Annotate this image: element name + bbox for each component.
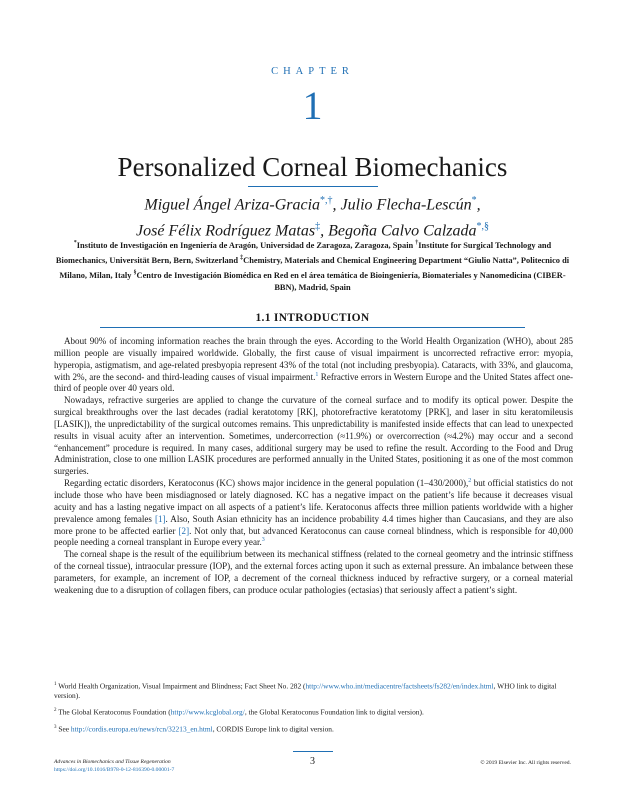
paragraph-text: Refractive errors in Western Europe and the United States affect one-third of people over 40 years old. (54, 371, 574, 394)
footnote (54, 706, 573, 717)
paragraph-text: . Not only that, but advanced Keratoconus can cause corneal blindness, which is responsible for 40,000 people needing a corneal transplant in Europe every year. (54, 525, 573, 548)
paragraph (54, 336, 573, 395)
section-heading: 1.1 INTRODUCTION (255, 312, 370, 324)
footnote-link[interactable]: http://www.kcglobal.org/ (170, 707, 245, 717)
footnote-text: , CORDIS Europe link to digital version. (212, 724, 334, 734)
affiliation-text: Centro de Investigación Biomédica en Red en el área temática de Bioingeniería, Biomateriales y Nanomedicina (CIBER-BBN), Madrid, Spain (136, 270, 566, 293)
footnote-ref[interactable]: 1 (315, 371, 319, 378)
affiliation-text: Instituto de Investigación en Ingeniería de Aragón, Universidad de Zaragoza, Zaragoza, Spain (76, 240, 416, 250)
paragraph-text: Regarding ectatic disorders, Keratoconus (KC) shows major incidence in the general population (1–430/2000), (64, 478, 469, 489)
footnote (54, 680, 573, 701)
body-text (54, 336, 573, 597)
affiliations (50, 237, 575, 294)
chapter-label: CHAPTER (271, 66, 354, 77)
author-affiliation-mark[interactable]: * (471, 195, 477, 206)
citation-link[interactable]: [2] (178, 525, 190, 536)
paragraph (54, 478, 573, 549)
footer-divider (293, 751, 333, 752)
affiliation-mark: * (73, 240, 77, 246)
chapter-number: 1 (302, 83, 323, 128)
author-affiliation-mark[interactable]: ‡ (315, 221, 321, 233)
citation-link[interactable]: [1] (154, 513, 166, 524)
footnote-mark: 2 (54, 708, 57, 714)
chapter-title: Personalized Corneal Biomechanics (117, 152, 508, 182)
footnote-ref[interactable]: 3 (261, 537, 265, 544)
footnote-text: See (56, 724, 71, 734)
author-affiliation-mark[interactable]: *,§ (476, 221, 489, 233)
affiliation-text: Chemistry, Materials and Chemical Engineering Department “Giulio Natta”, Politecnico di Milano, Milan, Italy (59, 255, 570, 280)
affiliation-mark: ‡ (240, 254, 244, 261)
paragraph-text: About 90% of incoming information reaches the brain through the eyes. According to the World Health Organization (WHO), about 285 million people are visually impaired worldwide. Globally, the first cause of visual impairment is uncorrected refractive error: myopia, hyperopia, astigmatism, and age-related presbyopia represent 43% of the total (not including presbyopia). Cataracts, with 33%, and glaucoma, with 2%, are the second- and third-leading causes of visual impairment. (54, 336, 573, 382)
copyright-notice: © 2019 Elsevier Inc. All rights reserved. (480, 760, 571, 766)
footnote-text: World Health Organization, Visual Impairment and Blindness; Fact Sheet No. 282 ( (56, 681, 306, 691)
paragraph-text: but official statistics do not include those who have been misdiagnosed or lately diagnosed. KC has a negative impact on the patient’s life because it decreases visual acuity and has a lasting negative impact on all aspects of a patient’s life. Keratoconus affects three million patients worldwide with a higher prevalence among females (54, 478, 574, 524)
author-name: Julio Flecha-Lescún (340, 196, 472, 214)
footnote (54, 723, 573, 734)
page-number: 3 (310, 756, 315, 767)
footnote-text: The Global Keratoconus Foundation ( (56, 707, 171, 717)
footnote-text: , the Global Keratoconus Foundation link to digital version). (244, 707, 424, 717)
doi-link[interactable]: https://doi.org/10.1016/B978-0-12-816390-0.00001-7 (54, 767, 175, 773)
paragraph: Nowadays, refractive surgeries are applied to change the curvature of the corneal surface and to modify its optical power. Despite the surgical breakthroughs over the last decades (radial keratotomy [RK], photorefractive keratotomy [PRK], and laser in situ keratomileusis [LASIK]), the unpredictability of the surgical outcomes remains. This unpredictability is manifested inside effects that can lead to unexpected results in visual acuity after an intervention. Sometimes, undercorrection (≈11.9%) or overcorrection (≈4.2%) may occur and a second “enhancement” procedure is required. In many cases, additional surgery may be used to refine the result. According to the Food and Drug Administration, close to one million LASIK procedures are performed annually in the United States, positioning it as one of the most common surgeries. (54, 395, 573, 477)
section-divider (100, 327, 525, 328)
footnote-link[interactable]: http://cordis.europa.eu/news/rcn/32213_en.html (70, 724, 213, 734)
author-separator: , (320, 222, 329, 240)
author-name: Begoña Calvo Calzada (328, 222, 477, 240)
footnotes (54, 680, 573, 739)
footnote-mark: 1 (54, 682, 57, 687)
title-divider (248, 186, 378, 187)
footnote-text: , WHO link to digital version). (54, 681, 557, 701)
footnote-ref[interactable]: 2 (468, 478, 472, 485)
paragraph: The corneal shape is the result of the equilibrium between its mechanical stiffness (related to the corneal geometry and the intrinsic stiffness of the corneal tissue), intraocular pressure (IOP), and the external forces acting upon it such as external pressure. An imbalance between these parameters, for example, an increment of IOP, a decrement of the corneal thickness induced by refractive surgery, or a corneal material weakening due to a disruption of collagen fibers, can produce ocular pathologies (ectasias) that seriously affect a patient’s sight. (54, 549, 573, 595)
author-list (60, 190, 565, 243)
footnote-mark: 3 (54, 724, 57, 730)
affiliation-mark: § (133, 269, 137, 276)
author-separator: , (332, 196, 341, 214)
paragraph-text: . Also, South Asian ethnicity has an incidence probability 4.4 times higher than Caucasians, and they are also more prone to be affected earlier (54, 513, 573, 536)
footnote-link[interactable]: http://www.who.int/mediacentre/factsheets/fs282/en/index.html (305, 681, 494, 691)
author-name: José Félix Rodríguez Matas (135, 222, 316, 240)
affiliation-text: Institute for Surgical Technology and Biomechanics, Universität Bern, Bern, Switzerland (55, 240, 552, 265)
author-affiliation-mark[interactable]: *,† (320, 195, 333, 206)
book-title: Advances in Biomechanics and Tissue Regeneration (54, 759, 171, 765)
author-separator: , (476, 196, 481, 214)
affiliation-mark: † (415, 240, 419, 246)
author-name: Miguel Ángel Ariza-Gracia (144, 196, 321, 214)
